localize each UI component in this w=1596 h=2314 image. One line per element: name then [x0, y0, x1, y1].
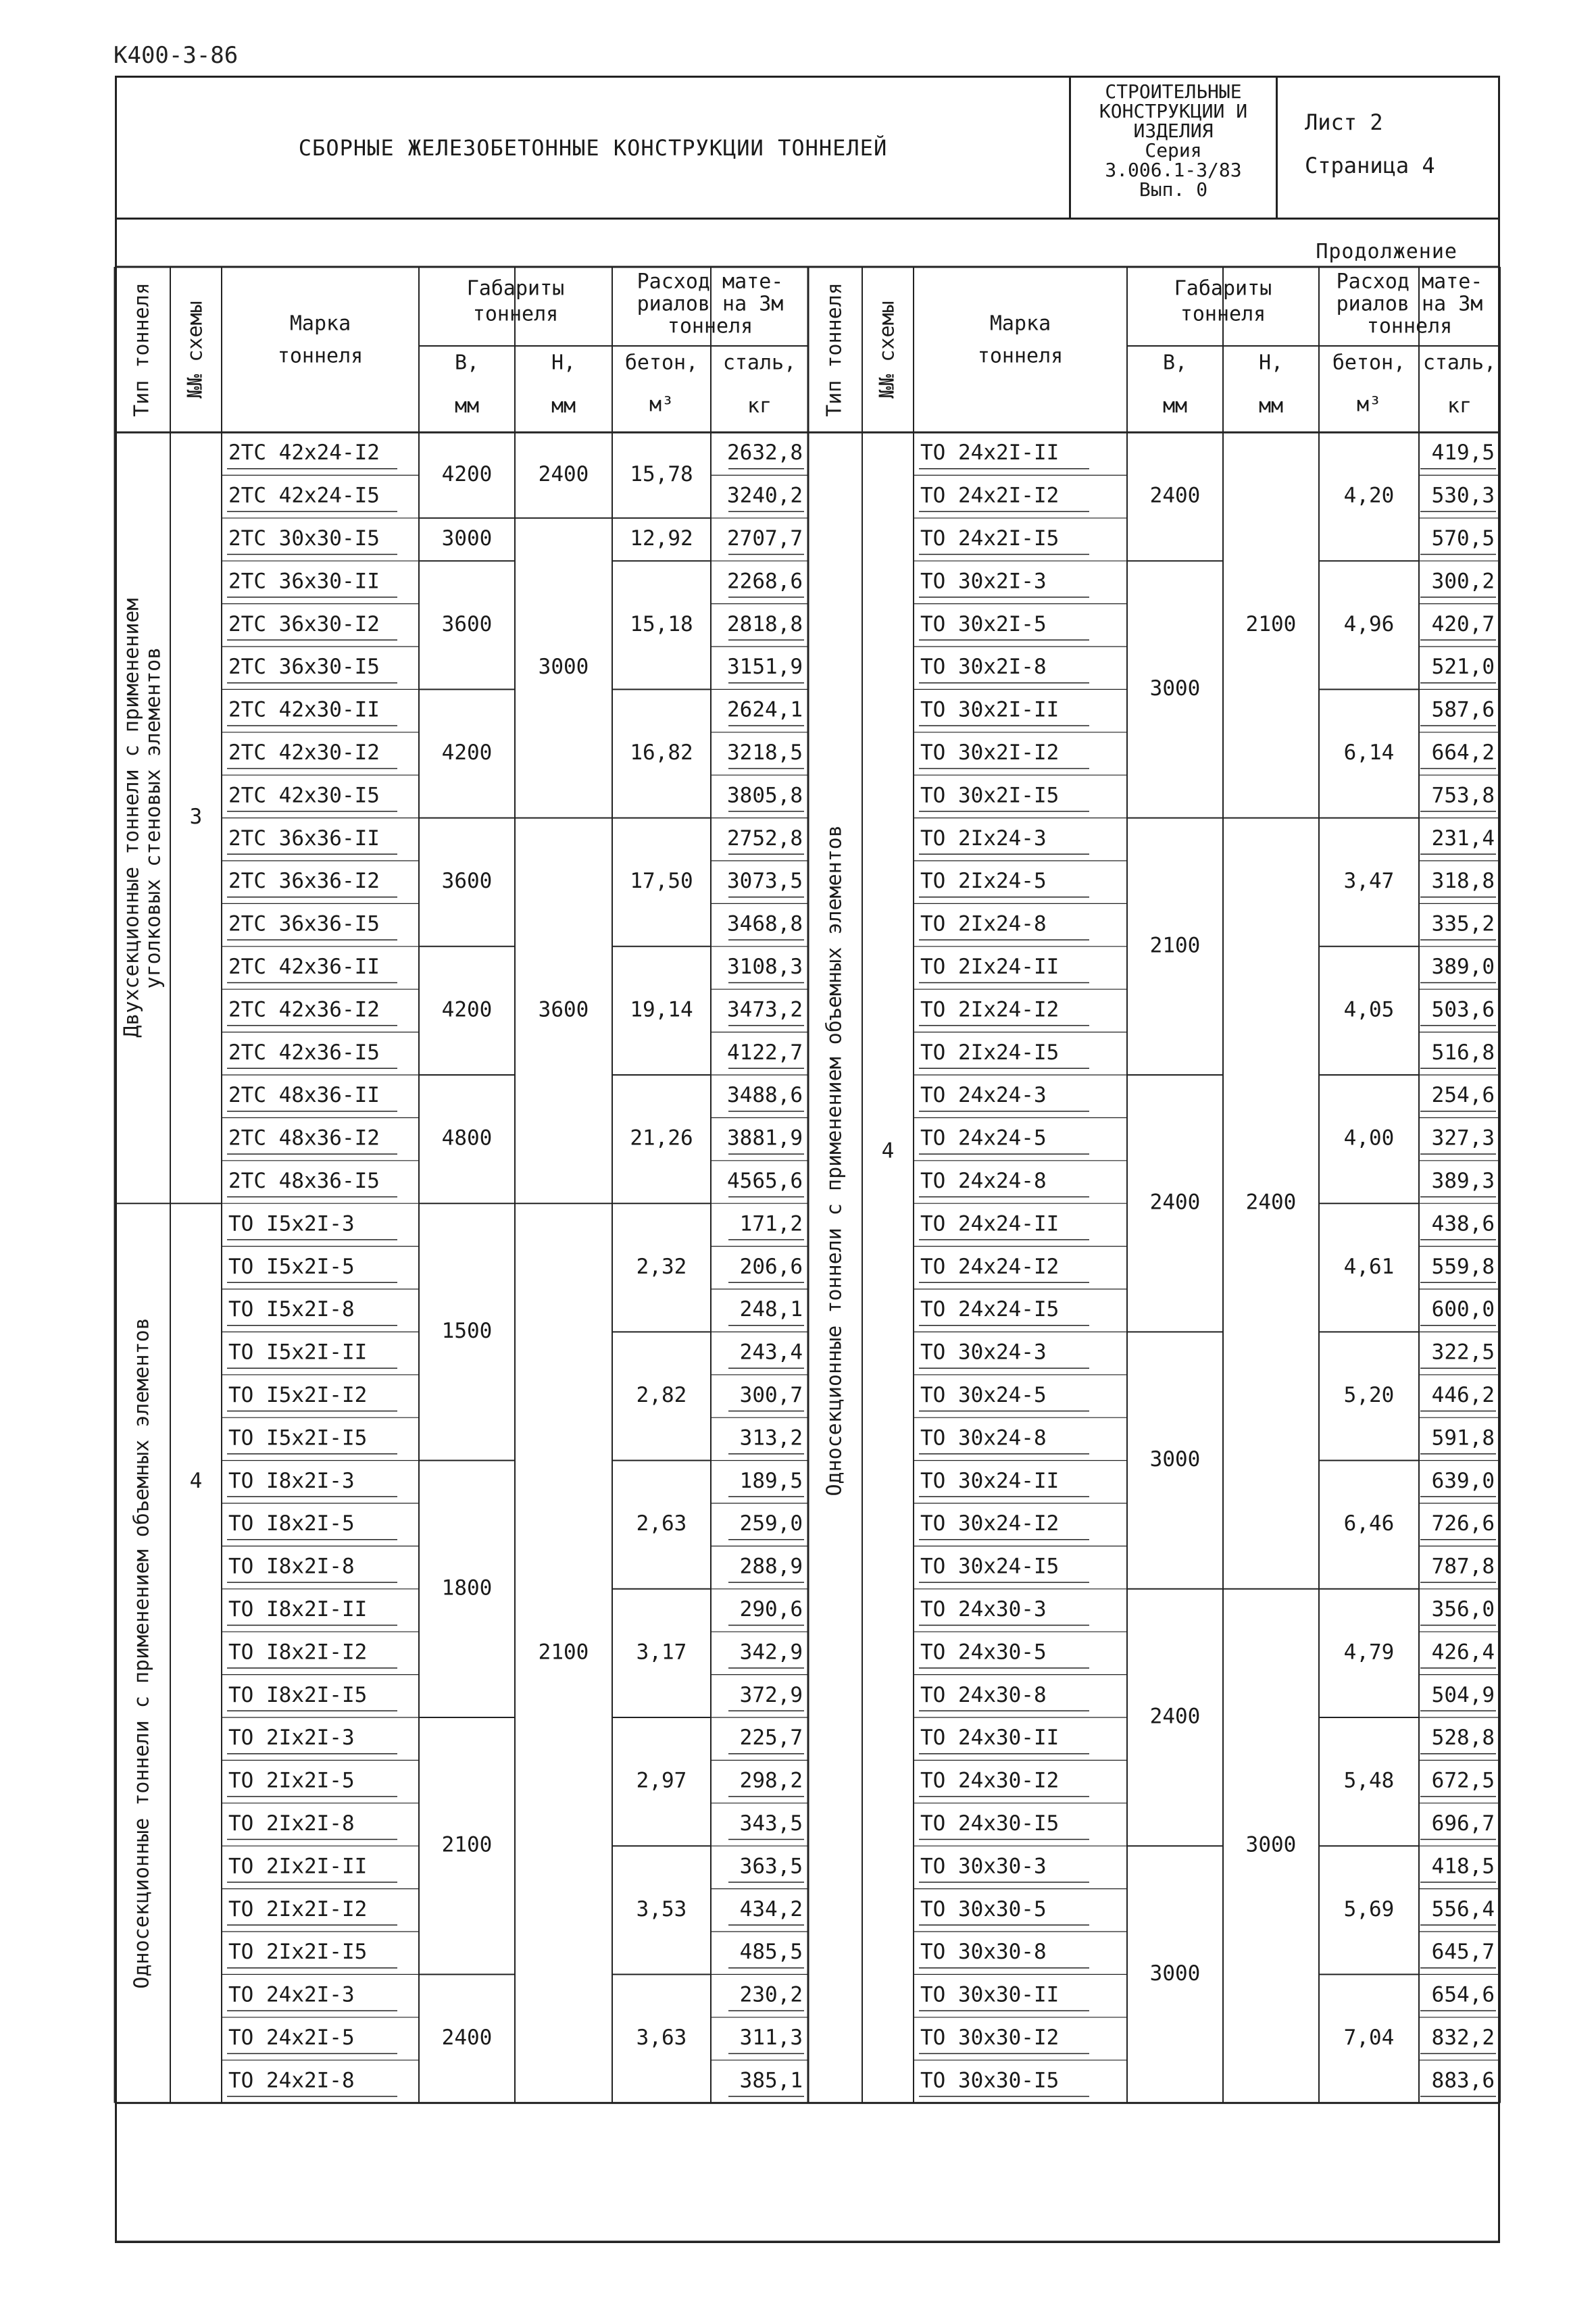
steel-cell: 587,6 — [1431, 697, 1495, 722]
header-type: Тип тоннеля — [130, 282, 154, 417]
steel-cell: 3218,5 — [727, 740, 803, 765]
steel-cell: 230,2 — [739, 1982, 803, 2007]
mark-cell: ТО I5х2I-II — [228, 1340, 368, 1365]
mark-cell: 2ТС 42х36-II — [228, 955, 380, 979]
steel-cell: 556,4 — [1431, 1896, 1495, 1921]
mark-cell: ТО 2Iх24-5 — [920, 869, 1047, 894]
steel-cell: 3240,2 — [727, 483, 803, 508]
category-line: ИЗДЕЛИЯ — [1133, 120, 1214, 142]
header-unit: кг — [1447, 394, 1472, 418]
steel-cell: 3473,2 — [727, 997, 803, 1022]
steel-cell: 434,2 — [739, 1896, 803, 1921]
mark-cell: 2ТС 42х30-II — [228, 697, 380, 722]
gabarit-b-cell: 4200 — [441, 740, 493, 765]
steel-cell: 4122,7 — [727, 1040, 803, 1065]
mark-cell: ТО 24х30-3 — [920, 1597, 1047, 1621]
mark-cell: ТО I8х2I-8 — [228, 1554, 355, 1579]
concrete-cell: 5,69 — [1343, 1896, 1395, 1921]
steel-cell: 243,4 — [739, 1340, 803, 1365]
concrete-cell: 3,53 — [636, 1896, 687, 1921]
steel-cell: 2624,1 — [727, 697, 803, 722]
header-mark: тоннеля — [977, 344, 1064, 368]
steel-cell: 3108,3 — [727, 955, 803, 979]
mark-cell: ТО 24х24-3 — [920, 1083, 1047, 1108]
steel-cell: 363,5 — [739, 1854, 803, 1879]
mark-cell: ТО 30х2I-I2 — [920, 740, 1059, 765]
tunnel-type-label: уголковых стеновых элементов — [141, 647, 166, 989]
steel-cell: 787,8 — [1431, 1554, 1495, 1579]
header-gabarit: Габариты — [1174, 276, 1272, 301]
mark-cell: ТО 2Iх2I-I2 — [228, 1896, 368, 1921]
mark-cell: ТО 24х30-8 — [920, 1682, 1047, 1707]
steel-cell: 3488,6 — [727, 1083, 803, 1108]
gabarit-b-cell: 4200 — [441, 461, 493, 486]
header-unit: мм — [1258, 394, 1284, 418]
mark-cell: ТО 24х30-5 — [920, 1640, 1047, 1665]
steel-cell: 672,5 — [1431, 1768, 1495, 1793]
header-unit: мм — [454, 394, 480, 418]
header-b: В, — [454, 351, 480, 375]
header-unit: м³ — [649, 393, 674, 417]
concrete-cell: 3,47 — [1343, 869, 1395, 894]
concrete-cell: 3,17 — [636, 1640, 687, 1665]
scheme-number: 4 — [881, 1138, 895, 1163]
gabarit-b-cell: 2400 — [1149, 483, 1201, 508]
concrete-cell: 17,50 — [630, 869, 693, 894]
category-line: КОНСТРУКЦИИ И — [1099, 100, 1248, 122]
steel-cell: 189,5 — [739, 1468, 803, 1493]
steel-cell: 322,5 — [1431, 1340, 1495, 1365]
mark-cell: 2ТС 42х36-I2 — [228, 997, 380, 1022]
mark-cell: ТО 24х2I-I5 — [920, 526, 1059, 551]
steel-cell: 2632,8 — [727, 441, 803, 466]
header-mark: тоннеля — [277, 344, 364, 368]
gabarit-b-cell: 3000 — [441, 526, 493, 551]
mark-cell: ТО 24х2I-II — [920, 441, 1059, 466]
steel-cell: 639,0 — [1431, 1468, 1495, 1493]
sheet-number: Лист 2 — [1305, 109, 1383, 135]
mark-cell: ТО 30х2I-5 — [920, 611, 1047, 636]
concrete-cell: 19,14 — [630, 997, 693, 1022]
gabarit-b-cell: 3000 — [1149, 1447, 1201, 1472]
steel-cell: 503,6 — [1431, 997, 1495, 1022]
gabarit-b-cell: 4200 — [441, 997, 493, 1022]
header-gabarit: Габариты — [466, 276, 565, 301]
concrete-cell: 2,97 — [636, 1768, 687, 1793]
concrete-cell: 4,79 — [1343, 1640, 1395, 1665]
steel-cell: 3151,9 — [727, 655, 803, 680]
mark-cell: ТО I5х2I-8 — [228, 1297, 355, 1322]
gabarit-h-cell: 3600 — [538, 997, 589, 1022]
series-label: Серия — [1145, 139, 1202, 161]
steel-cell: 530,3 — [1431, 483, 1495, 508]
steel-cell: 290,6 — [739, 1597, 803, 1621]
mark-cell: 2ТС 48х36-I2 — [228, 1126, 380, 1151]
gabarit-h-cell: 3000 — [1245, 1832, 1297, 1857]
mark-cell: 2ТС 30х30-I5 — [228, 526, 380, 551]
steel-cell: 3805,8 — [727, 783, 803, 808]
category-line: СТРОИТЕЛЬНЫЕ — [1105, 80, 1242, 103]
header-h: Н, — [551, 351, 576, 375]
header-concrete: бетон, — [1332, 351, 1406, 375]
steel-cell: 335,2 — [1431, 911, 1495, 936]
mark-cell: ТО 24х2I-3 — [228, 1982, 355, 2007]
scheme-number: 4 — [189, 1468, 203, 1493]
steel-cell: 3881,9 — [727, 1126, 803, 1151]
tunnel-type-label: Двухсекционные тоннели с применением — [120, 598, 144, 1038]
concrete-cell: 15,18 — [630, 611, 693, 636]
mark-cell: ТО 24х30-II — [920, 1726, 1059, 1751]
steel-cell: 385,1 — [739, 2068, 803, 2093]
mark-cell: ТО 24х24-I5 — [920, 1297, 1059, 1322]
concrete-cell: 4,05 — [1343, 997, 1395, 1022]
concrete-cell: 5,20 — [1343, 1383, 1395, 1407]
mark-cell: ТО I5х2I-5 — [228, 1254, 355, 1279]
steel-cell: 419,5 — [1431, 441, 1495, 466]
mark-cell: ТО 2Iх24-8 — [920, 911, 1047, 936]
mark-cell: ТО 2Iх2I-I5 — [228, 1940, 368, 1965]
mark-cell: ТО 24х2I-I2 — [920, 483, 1059, 508]
steel-cell: 559,8 — [1431, 1254, 1495, 1279]
mark-cell: ТО I8х2I-5 — [228, 1511, 355, 1536]
steel-cell: 389,3 — [1431, 1169, 1495, 1193]
steel-cell: 528,8 — [1431, 1726, 1495, 1751]
tunnel-type-label: Односекционные тоннели с применением объемных элементов — [822, 825, 847, 1496]
steel-cell: 832,2 — [1431, 2026, 1495, 2050]
mark-cell: 2ТС 48х36-I5 — [228, 1169, 380, 1193]
concrete-cell: 7,04 — [1343, 2026, 1395, 2050]
header-consumption: тоннеля — [1366, 314, 1453, 338]
mark-cell: ТО 24х30-I5 — [920, 1811, 1059, 1836]
steel-cell: 300,7 — [739, 1383, 803, 1407]
gabarit-b-cell: 2100 — [1149, 933, 1201, 958]
steel-cell: 521,0 — [1431, 655, 1495, 680]
concrete-cell: 12,92 — [630, 526, 693, 551]
issue-number: Вып. 0 — [1139, 178, 1208, 201]
series-code: 3.006.1-3/83 — [1105, 159, 1242, 181]
steel-cell: 883,6 — [1431, 2068, 1495, 2093]
mark-cell: ТО 2Iх24-I5 — [920, 1040, 1059, 1065]
mark-cell: ТО 2Iх2I-5 — [228, 1768, 355, 1793]
mark-cell: ТО 30х30-5 — [920, 1896, 1047, 1921]
steel-cell: 696,7 — [1431, 1811, 1495, 1836]
mark-cell: 2ТС 42х24-I5 — [228, 483, 380, 508]
mark-cell: ТО 30х30-3 — [920, 1854, 1047, 1879]
page-number: Страница 4 — [1305, 153, 1435, 178]
gabarit-h-cell: 2400 — [538, 461, 589, 486]
mark-cell: 2ТС 42х36-I5 — [228, 1040, 380, 1065]
mark-cell: ТО 30х30-II — [920, 1982, 1059, 2007]
gabarit-b-cell: 2400 — [1149, 1704, 1201, 1729]
header-gabarit: тоннеля — [1180, 302, 1266, 326]
mark-cell: ТО 2Iх24-I2 — [920, 997, 1059, 1022]
mark-cell: ТО 2Iх2I-8 — [228, 1811, 355, 1836]
concrete-cell: 16,82 — [630, 740, 693, 765]
mark-cell: ТО 30х24-8 — [920, 1426, 1047, 1451]
steel-cell: 3468,8 — [727, 911, 803, 936]
gabarit-h-cell: 2400 — [1245, 1190, 1297, 1215]
concrete-cell: 2,32 — [636, 1254, 687, 1279]
mark-cell: ТО I5х2I-I2 — [228, 1383, 368, 1407]
concrete-cell: 4,61 — [1343, 1254, 1395, 1279]
mark-cell: ТО 30х24-I2 — [920, 1511, 1059, 1536]
mark-cell: ТО I5х2I-3 — [228, 1211, 355, 1236]
steel-cell: 313,2 — [739, 1426, 803, 1451]
gabarit-b-cell: 2100 — [441, 1832, 493, 1857]
steel-cell: 300,2 — [1431, 569, 1495, 594]
concrete-cell: 2,82 — [636, 1383, 687, 1407]
header-consumption: Расход мате- — [1336, 270, 1483, 294]
mark-cell: ТО I8х2I-3 — [228, 1468, 355, 1493]
mark-cell: ТО 30х24-3 — [920, 1340, 1047, 1365]
mark-cell: 2ТС 36х36-I2 — [228, 869, 380, 894]
header-consumption: риалов на 3м — [637, 292, 784, 316]
steel-cell: 254,6 — [1431, 1083, 1495, 1108]
steel-cell: 311,3 — [739, 2026, 803, 2050]
mark-cell: ТО 30х30-I5 — [920, 2068, 1059, 2093]
steel-cell: 389,0 — [1431, 955, 1495, 979]
steel-cell: 342,9 — [739, 1640, 803, 1665]
steel-cell: 504,9 — [1431, 1682, 1495, 1707]
header-steel: сталь, — [722, 351, 797, 375]
mark-cell: ТО 30х2I-3 — [920, 569, 1047, 594]
mark-cell: ТО 24х24-I2 — [920, 1254, 1059, 1279]
mark-cell: 2ТС 48х36-II — [228, 1083, 380, 1108]
gabarit-h-cell: 2100 — [538, 1640, 589, 1665]
concrete-cell: 21,26 — [630, 1126, 693, 1151]
steel-cell: 420,7 — [1431, 611, 1495, 636]
steel-cell: 2707,7 — [727, 526, 803, 551]
concrete-cell: 6,46 — [1343, 1511, 1395, 1536]
header-unit: кг — [747, 394, 772, 418]
gabarit-b-cell: 1800 — [441, 1576, 493, 1601]
steel-cell: 645,7 — [1431, 1940, 1495, 1965]
gabarit-b-cell: 1500 — [441, 1318, 493, 1343]
header-unit: мм — [1162, 394, 1188, 418]
steel-cell: 2818,8 — [727, 611, 803, 636]
steel-cell: 591,8 — [1431, 1426, 1495, 1451]
steel-cell: 600,0 — [1431, 1297, 1495, 1322]
mark-cell: ТО 24х30-I2 — [920, 1768, 1059, 1793]
mark-cell: 2ТС 36х30-I2 — [228, 611, 380, 636]
mark-cell: ТО 30х30-I2 — [920, 2026, 1059, 2050]
mark-cell: ТО 30х2I-II — [920, 697, 1059, 722]
concrete-cell: 4,20 — [1343, 483, 1395, 508]
steel-cell: 206,6 — [739, 1254, 803, 1279]
steel-cell: 516,8 — [1431, 1040, 1495, 1065]
mark-cell: ТО 30х2I-I5 — [920, 783, 1059, 808]
gabarit-h-cell: 2100 — [1245, 611, 1297, 636]
mark-cell: ТО 30х2I-8 — [920, 655, 1047, 680]
mark-cell: ТО 2Iх2I-3 — [228, 1726, 355, 1751]
gabarit-b-cell: 4800 — [441, 1126, 493, 1151]
mark-cell: ТО I8х2I-II — [228, 1597, 368, 1621]
mark-cell: ТО 24х2I-8 — [228, 2068, 355, 2093]
gabarit-b-cell: 2400 — [441, 2026, 493, 2050]
steel-cell: 288,9 — [739, 1554, 803, 1579]
steel-cell: 4565,6 — [727, 1169, 803, 1193]
steel-cell: 726,6 — [1431, 1511, 1495, 1536]
steel-cell: 372,9 — [739, 1682, 803, 1707]
mark-cell: ТО 2Iх2I-II — [228, 1854, 368, 1879]
gabarit-b-cell: 3600 — [441, 611, 493, 636]
concrete-cell: 4,00 — [1343, 1126, 1395, 1151]
header-unit: м³ — [1356, 393, 1382, 417]
concrete-cell: 6,14 — [1343, 740, 1395, 765]
steel-cell: 356,0 — [1431, 1597, 1495, 1621]
header-h: Н, — [1258, 351, 1284, 375]
steel-cell: 248,1 — [739, 1297, 803, 1322]
header-consumption: риалов на 3м — [1336, 292, 1483, 316]
mark-cell: ТО 30х24-II — [920, 1468, 1059, 1493]
steel-cell: 3073,5 — [727, 869, 803, 894]
steel-cell: 664,2 — [1431, 740, 1495, 765]
header-steel: сталь, — [1422, 351, 1497, 375]
steel-cell: 343,5 — [739, 1811, 803, 1836]
header-scheme: №№ схемы — [875, 301, 899, 399]
scheme-number: 3 — [189, 805, 203, 830]
mark-cell: 2ТС 36х30-I5 — [228, 655, 380, 680]
gabarit-b-cell: 3000 — [1149, 676, 1201, 701]
continuation-note: Продолжение — [1316, 240, 1457, 263]
steel-cell: 2752,8 — [727, 826, 803, 851]
mark-cell: ТО 30х24-I5 — [920, 1554, 1059, 1579]
mark-cell: 2ТС 42х24-I2 — [228, 441, 380, 466]
mark-cell: ТО I5х2I-I5 — [228, 1426, 368, 1451]
tunnel-type-label: Односекционные тоннели с применением объемных элементов — [130, 1317, 154, 1989]
concrete-cell: 5,48 — [1343, 1768, 1395, 1793]
header-consumption: тоннеля — [667, 314, 753, 338]
gabarit-b-cell: 3000 — [1149, 1961, 1201, 1986]
mark-cell: ТО 2Iх24-II — [920, 955, 1059, 979]
concrete-cell: 2,63 — [636, 1511, 687, 1536]
mark-cell: 2ТС 36х36-II — [228, 826, 380, 851]
steel-cell: 426,4 — [1431, 1640, 1495, 1665]
mark-cell: 2ТС 36х30-II — [228, 569, 380, 594]
header-concrete: бетон, — [624, 351, 699, 375]
steel-cell: 446,2 — [1431, 1383, 1495, 1407]
gabarit-h-cell: 3000 — [538, 655, 589, 680]
mark-cell: ТО 24х2I-5 — [228, 2026, 355, 2050]
steel-cell: 753,8 — [1431, 783, 1495, 808]
mark-cell: ТО 30х24-5 — [920, 1383, 1047, 1407]
gabarit-b-cell: 2400 — [1149, 1190, 1201, 1215]
mark-cell: ТО 2Iх24-3 — [920, 826, 1047, 851]
mark-cell: ТО 24х24-5 — [920, 1126, 1047, 1151]
header-consumption: Расход мате- — [637, 270, 784, 294]
steel-cell: 225,7 — [739, 1726, 803, 1751]
steel-cell: 438,6 — [1431, 1211, 1495, 1236]
mark-cell: 2ТС 42х30-I2 — [228, 740, 380, 765]
document-code: К400-3-86 — [114, 42, 239, 69]
main-title: СБОРНЫЕ ЖЕЛЕЗОБЕТОННЫЕ КОНСТРУКЦИИ ТОННЕЛЕЙ — [117, 78, 1071, 218]
header-mark: Марка — [989, 311, 1051, 336]
header-scheme: №№ схемы — [183, 301, 207, 399]
mark-cell: ТО 24х24-8 — [920, 1169, 1047, 1193]
mark-cell: ТО I8х2I-I2 — [228, 1640, 368, 1665]
mark-cell: ТО 24х24-II — [920, 1211, 1059, 1236]
header-b: В, — [1162, 351, 1188, 375]
concrete-cell: 4,96 — [1343, 611, 1395, 636]
mark-cell: 2ТС 42х30-I5 — [228, 783, 380, 808]
concrete-cell: 3,63 — [636, 2026, 687, 2050]
steel-cell: 485,5 — [739, 1940, 803, 1965]
steel-cell: 418,5 — [1431, 1854, 1495, 1879]
header-unit: мм — [551, 394, 576, 418]
steel-cell: 570,5 — [1431, 526, 1495, 551]
steel-cell: 171,2 — [739, 1211, 803, 1236]
steel-cell: 259,0 — [739, 1511, 803, 1536]
steel-cell: 654,6 — [1431, 1982, 1495, 2007]
gabarit-b-cell: 3600 — [441, 869, 493, 894]
steel-cell: 2268,6 — [727, 569, 803, 594]
mark-cell: 2ТС 36х36-I5 — [228, 911, 380, 936]
steel-cell: 298,2 — [739, 1768, 803, 1793]
header-type: Тип тоннеля — [822, 282, 847, 417]
mark-cell: ТО I8х2I-I5 — [228, 1682, 368, 1707]
steel-cell: 231,4 — [1431, 826, 1495, 851]
mark-cell: ТО 30х30-8 — [920, 1940, 1047, 1965]
header-gabarit: тоннеля — [472, 302, 559, 326]
concrete-cell: 15,78 — [630, 461, 693, 486]
header-mark: Марка — [289, 311, 351, 336]
steel-cell: 318,8 — [1431, 869, 1495, 894]
steel-cell: 327,3 — [1431, 1126, 1495, 1151]
